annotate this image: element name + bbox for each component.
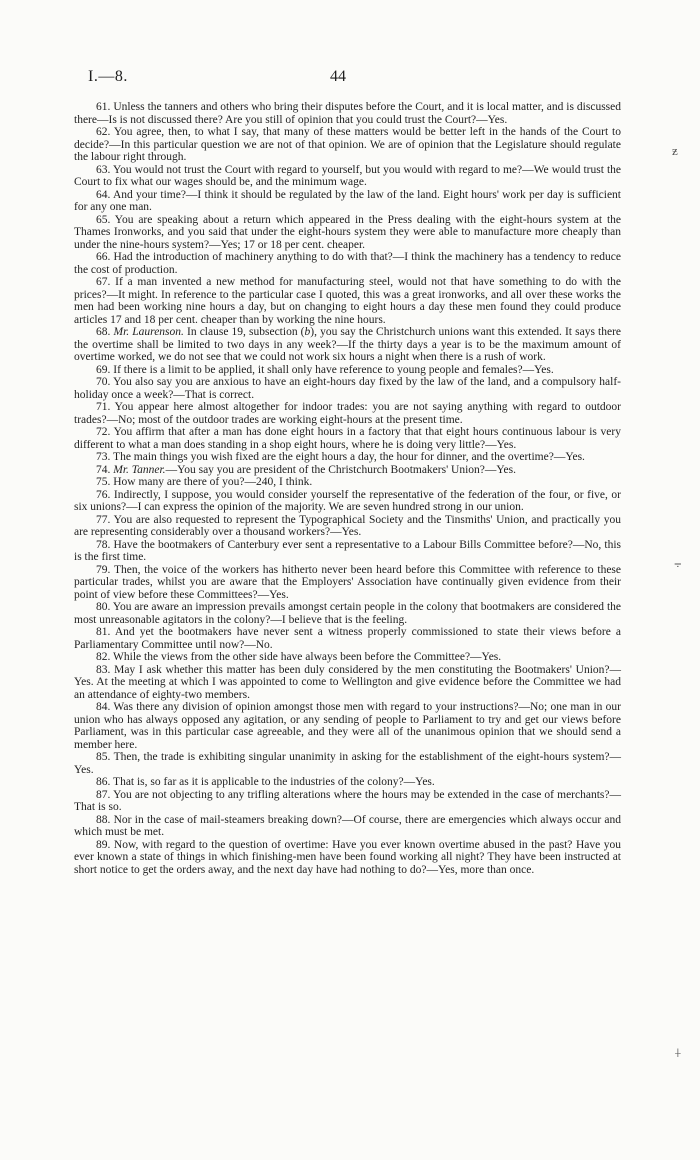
margin-mark-icon: ƶ <box>672 143 678 158</box>
question-paragraph: 75. How many are there of you?—240, I think. <box>96 476 313 488</box>
question-paragraph: 66. Had the introduction of machinery anything to do with that?—I think the machinery has a tendency to reduce the cost of production. <box>74 251 621 276</box>
question-paragraph: 82. While the views from the other side have always been before the Committee?—Yes. <box>96 651 502 663</box>
document-reference: I.—8. <box>88 68 128 85</box>
question-paragraph: 70. You also say you are anxious to have an eight-hours day fixed by the law of the land, and a compulsory half-holiday once a week?—That is correct. <box>74 376 621 401</box>
question-paragraph: 68. Mr. Laurenson. In clause 19, subsection (b), you say the Christchurch unions want this extended. It says there the overtime shall be limited to two days in any week?—If the thirty days a year is to be the maximum amount of overtime worked, we do not see that we could not work six hours a night when there is a rush of work. <box>74 326 622 363</box>
question-paragraph: 74. Mr. Tanner.—You say you are president of the Christchurch Bootmakers' Union?—Yes. <box>96 463 517 476</box>
question-paragraph: 72. You affirm that after a man has done eight hours in a factory that that eight hours continuous labour is very different to what a man does standing in a shop eight hours, where he is doing very little?—Yes. <box>74 426 621 451</box>
question-paragraph: 87. You are not objecting to any trifling alterations where the hours may be extended in the case of merchants?—That is so. <box>74 788 621 813</box>
question-paragraph: 62. You agree, then, to what I say, that many of these matters would be better left in the hands of the Court to decide?—In this particular question we are not of that opinion. We are of opinion that the Legislature should regulate the labour right through. <box>74 126 621 163</box>
question-paragraph: 83. May I ask whether this matter has been duly considered by the men constituting the Bootmakers' Union?—Yes. At the meeting at which I was appointed to come to Wellington and give evidence before the Committee we had an attendance of eighty-two members. <box>74 663 621 701</box>
question-paragraph: 73. The main things you wish fixed are the eight hours a day, the hour for dinner, and the overtime?—Yes. <box>96 451 585 463</box>
question-paragraph: 63. You would not trust the Court with regard to yourself, but you would with regard to me?—We would trust the Court to fix what our wages should be, and the minimum wage. <box>74 163 621 188</box>
question-paragraph: 78. Have the bootmakers of Canterbury ever sent a representative to a Labour Bills Committee before?—No, this is the first time. <box>74 538 621 563</box>
question-paragraph: 71. You appear here almost altogether for indoor trades: you are not saying anything with regard to outdoor trades?—No; most of the outdoor trades are working eight-hours at the present time. <box>74 401 621 426</box>
question-paragraph: 65. You are speaking about a return which appeared in the Press dealing with the eight-hours system at the Thames Ironworks, and you said that under the eight-hours system they were able to manufacture more cheaply than under the nine-hours system?—Yes; 17 or 18 per cent. cheaper. <box>74 213 621 251</box>
question-paragraph: 88. Nor in the case of mail-steamers breaking down?—Of course, there are emergencies which always occur and which must be met. <box>74 813 621 838</box>
question-paragraph: 84. Was there any division of opinion amongst those men with regard to your instructions?—No; one man in our union who has always opposed any agitation, or any sending of people to Parliament to try and get our views before Parliament, was in this particular case agreeable, and they were all of the unanimous opinion that we should send a member here. <box>74 701 621 751</box>
margin-mark-icon: ⨪ <box>674 555 682 570</box>
page-number: 44 <box>330 68 346 85</box>
question-paragraph: 85. Then, the trade is exhibiting singular unanimity in asking for the establishment of the eight-hours system?—Yes. <box>74 751 621 776</box>
question-paragraph: 61. Unless the tanners and others who bring their disputes before the Court, and it is local matter, and is discussed there—Is is not discussed there? Are you still of opinion that you could trust the Court?—Yes. <box>74 101 621 126</box>
question-paragraph: 77. You are also requested to represent the Typographical Society and the Tinsmiths' Union, and practically you are representing considerably over a thousand workers?—Yes. <box>74 513 621 538</box>
question-paragraph: 67. If a man invented a new method for manufacturing steel, would not that have something to do with the prices?—It might. In reference to the particular case I quoted, this was a great ironworks, and all over these works the men had been working nine hours a day, but on changing to eight hours a day these men found they could produce articles 17 and 18 per cent. cheaper than by working the nine hours. <box>74 276 621 326</box>
document-body <box>74 101 621 876</box>
question-paragraph: 80. You are aware an impression prevails amongst certain people in the colony that bootmakers are considered the most unreasonable agitators in the colony?—I believe that is the feeling. <box>74 601 621 626</box>
question-paragraph: 64. And your time?—I think it should be regulated by the law of the land. Eight hours' work per day is sufficient for any one man. <box>74 188 621 213</box>
question-paragraph: 69. If there is a limit to be applied, it shall only have reference to young people and females?—Yes. <box>96 363 554 376</box>
page-header <box>0 68 700 90</box>
question-paragraph: 81. And yet the bootmakers have never sent a witness properly commissioned to state their views before a Parliamentary Committee until now?—No. <box>74 626 621 651</box>
question-paragraph: 79. Then, the voice of the workers has hitherto never been heard before this Committee with reference to these particular trades, whilst you are aware that the Employers' Association have continually given evidence from their point of view before these Committees?—Yes. <box>74 563 621 601</box>
question-paragraph: 86. That is, so far as it is applicable to the industries of the colony?—Yes. <box>96 776 435 788</box>
margin-mark-icon: ⍭ <box>674 1045 682 1060</box>
question-paragraph: 89. Now, with regard to the question of overtime: Have you ever known overtime abused in the past? Have you ever known a state of things in which finishing-men have been found working all night? They have been instructed at short notice to get the orders away, and the next day have had nothing to do?—Yes, more than once. <box>74 838 621 876</box>
question-paragraph: 76. Indirectly, I suppose, you would consider yourself the representative of the federation of the four, or five, or six unions?—I can express the opinion of the majority. We are seven hundred strong in our union. <box>74 488 621 513</box>
